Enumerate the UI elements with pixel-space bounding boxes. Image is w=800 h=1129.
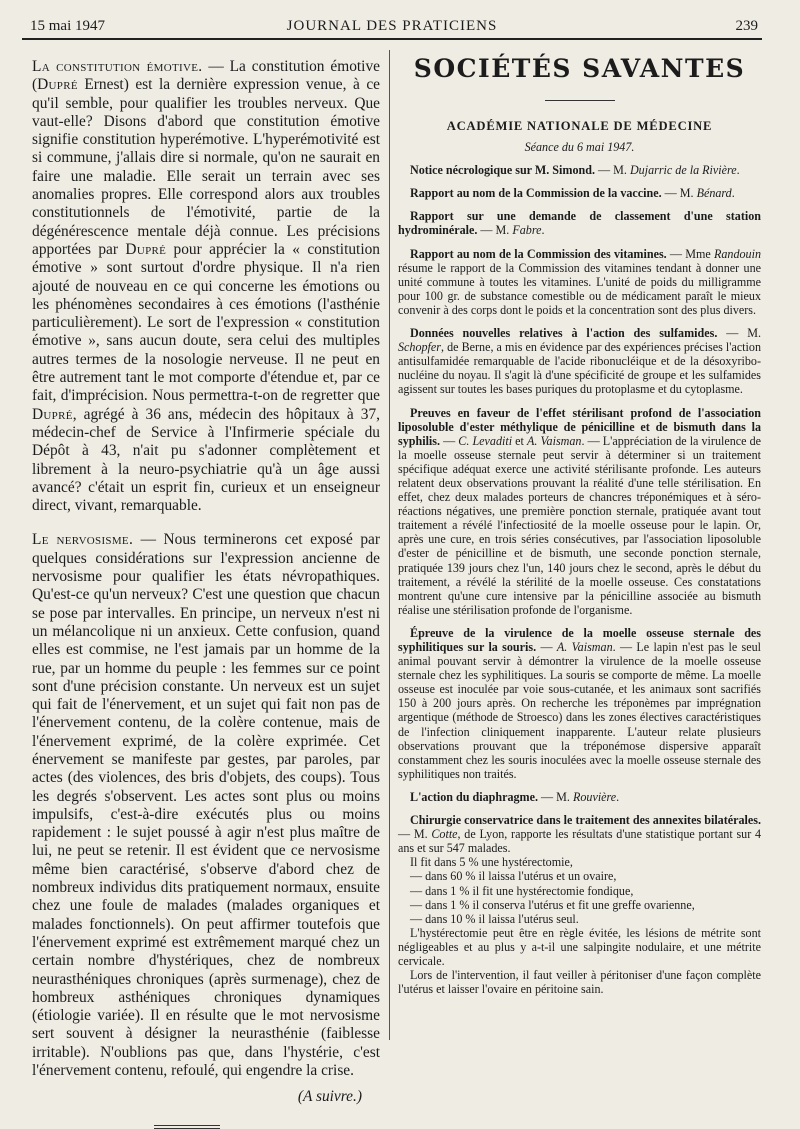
journal-title: JOURNAL DES PRATICIENS xyxy=(286,18,498,34)
item-title: Épreuve de la virulence de la moelle osseuse sternale des syphilitiques sur la souris. xyxy=(398,625,761,654)
speaker-name: Rouvière xyxy=(572,789,617,804)
speaker-name: Dujarric de la Rivière xyxy=(629,163,737,178)
text-run: — xyxy=(440,433,459,448)
text-run: — La constitution émotive ( xyxy=(32,58,380,94)
text-run: Ernest) est la dernière expression venue, à ce qu'il semble, pour qualifier les troubles nerveux. Que vaut-elle? Disons d'abord que constitution émotive signifie constitution hyperémotive. L'hyperémotivité est si commune, j'allais dire si normale, qu'on ne saurait en faire une maladie. Elle serait un terrain avec ses anomalies propres. Elle correspond alors aux troubles constitutionnels de l'émotivité, partie de la dégénérescence mentale déjà connue. Les précisions apportées par xyxy=(32,76,380,258)
paragraph-constitution-emotive xyxy=(32,58,380,515)
report-item xyxy=(398,209,761,237)
speaker-name: C. Levaditi xyxy=(458,433,513,448)
item-title: Rapport au nom de la Commission de la vaccine. xyxy=(410,186,662,201)
list-item: Il fit dans 5 % une hystérectomie, xyxy=(410,855,573,870)
text-run: . xyxy=(731,186,735,201)
paragraph: L'hystérectomie peut être en règle évitée, les lésions de métrite sont négligeables et au plus y a-t-il une salpingite nodulaire, et une métrite cervicale. xyxy=(398,925,761,968)
masthead-rule xyxy=(545,100,615,101)
section-heading: La constitution émotive. xyxy=(32,58,203,75)
list-item: — dans 60 % il laissa l'utérus et un ovaire, xyxy=(410,869,617,884)
report-item xyxy=(398,790,761,804)
report-item xyxy=(398,326,761,396)
text-run: — xyxy=(536,640,557,654)
speaker-name: Schopfer xyxy=(398,340,441,355)
item-title: Preuves en faveur de l'effet stérilisant profond de l'association liposoluble d'ester méthylique de pénicilline et de bismuth dans la syphilis. xyxy=(398,405,761,448)
text-run: résume le rapport de la Commission des vitamines tendant à donner une unité commune à toutes les vitamines. L'unité de poids du milligramme pour 100 gr. de substance comestible ou de médicament paraît le mieux convenir à des corps dont le poids et la concentration sont des plus divers. xyxy=(398,260,761,317)
text-run: . xyxy=(541,223,545,238)
report-item xyxy=(398,626,761,781)
paragraph-nervosisme xyxy=(32,531,380,1080)
to-be-continued: (A suivre.) xyxy=(297,1088,362,1106)
report-item xyxy=(398,813,761,855)
text-run: — M. xyxy=(398,827,432,842)
text-run: , de Lyon, rapporte les résultats d'une statistique portant sur 4 ans et sur 547 malades. xyxy=(398,827,762,856)
item-title: Chirurgie conservatrice dans le traitement des annexites bilatérales. xyxy=(410,813,761,828)
item-title: Rapport sur une demande de classement d'une station hydrominérale. xyxy=(398,209,761,238)
report-item xyxy=(398,247,761,317)
left-column-article xyxy=(32,58,380,1129)
text-run: — M. xyxy=(661,186,697,201)
page-number: 239 xyxy=(735,18,758,34)
text-run: — M. xyxy=(717,326,761,341)
speaker-name: Randouin xyxy=(713,246,761,261)
text-run: — M. xyxy=(477,223,513,238)
report-item xyxy=(398,163,761,177)
list-item: — dans 1 % il conserva l'utérus et fit une greffe ovarienne, xyxy=(410,897,695,912)
running-header xyxy=(22,14,762,40)
item-title: L'action du diaphragme. xyxy=(410,789,539,804)
text-run: . — Le lapin n'est pas le seul animal pouvant servir à démontrer la virulence de la moelle osseuse sternale chez les syphilitiques. La souris se comporte de même. La moelle osseuse est inoculée par voie sous-cutanée, et les animaux sont sacrifiés 150 à 200 jours après. On recherche les tréponèmes par imprégnation argentique (méthode de Stroesco) dans les zones électives caractéristiques de l'infection cliniquement inapparente. L'auteur relate plusieurs observations prouvant que la tréponémose dispersive apparaît constamment chez les souris inoculées avec la moelle osseuse sternale des syphilitiques non traités. xyxy=(398,640,761,781)
author-name: Dupré xyxy=(32,405,73,423)
section-masthead: SOCIÉTÉS SAVANTES xyxy=(413,54,746,83)
item-title: Données nouvelles relatives à l'action des sulfamides. xyxy=(410,326,718,341)
text-run: — Nous terminerons cet exposé par quelques considérations sur l'expression ancienne de nervosisme pour qualifier les états névropathiques. Qu'est-ce qu'un nerveux? C'est une question que chacun se pose par intervalles. En principe, un nerveux n'est ni un mélancolique ni un anxieux. Cette confusion, quand elles est commise, ne l'est jamais par un homme de la rue, par un homme du peuple : les femmes sur ce point sont d'une précision constante. Un nerveux est un sujet qui fait de l'énervement, et un sujet qui fait non pas de l'énervement contenu, de la colère contenue, mais de l'énervement exprimé, de la colère exprimée. Cet énervement se manifeste par gestes, par paroles, par actes (des violences, des bris d'objets, des coups). Tous les degrés s'observent. Les actes sont plus ou moins impulsifs, c'est-à-dire exécutés plus ou moins rapidement : le sujet poussé à agir n'est plus maître de lui, ne peut se retenir. Il est évident que ce nervosisme même bien caractérisé, s'observe d'abord chez de nombreux individus dits pratiquement normaux, ensuite chez une foule de malades (malades organiques et malades fonctionnels). On peut affirmer toutefois que l'énervement exprimé est extrêmement marqué chez un certain nombre d'hystériques, chez de nombreux neurasthéniques chroniques (après surmenage), chez de hombreux asthéniques chroniques dynamiques (étiologie variée). Il en résulte que le mot nervosisme sert souvent à désigner la neurasthénie (faiblesse irritable). N'oublions pas que, dans l'hystérie, c'est l'énervement contenu, refoulé, qui engendre la crise. xyxy=(32,531,381,1080)
academy-heading: ACADÉMIE NATIONALE DE MÉDECINE xyxy=(446,119,713,133)
speaker-name: Bénard xyxy=(696,186,732,201)
column-divider xyxy=(389,50,390,1040)
author-name: Dupré xyxy=(125,240,167,258)
text-run: . xyxy=(616,789,620,804)
item-title: Notice nécrologique sur M. Simond. xyxy=(410,163,595,178)
speaker-name: A. Vaisman xyxy=(527,433,582,448)
paragraph: Lors de l'intervention, il faut veiller à péritoniser d'une façon complète l'utérus et laisser l'ovaire en péritoine sain. xyxy=(398,968,761,997)
text-run: . — L'appréciation de la virulence de la moelle osseuse sternale peut servir à déterminer si un traitement spécifique adéquat exerce une activité stérilisante profonde. Les auteurs relatent deux observations prouvant la réalité d'une telle stérilisation. En effet, chez deux malades porteurs de chancres tréponémiques et à séro-réactions négatives, une première ponction sternale, pratiquée avant tout traitement a révélé l'infectiosité de la moelle osseuse pour le lapin. Or, après une cure, en trois séries consécutives, par l'association liposoluble d'ester de pénicilline et de bismuth, une seconde ponction sternale, pratiquée 139 jours chez l'un, 140 jours chez le second, après le début du traitement, a révélé la stérilité de la moelle osseuse. Ces constatations montrent qu'une cure intensive par la pénicilline associée au bismuth réalise une stérilisation profonde de l'organisme. xyxy=(398,433,761,617)
item-title: Rapport au nom de la Commission des vitamines. xyxy=(410,246,667,261)
text-run: — M. xyxy=(538,789,573,804)
author-name: Dupré xyxy=(37,76,78,94)
text-run: et xyxy=(512,433,527,448)
text-run: . xyxy=(736,163,740,178)
right-column-societes xyxy=(398,54,762,997)
speaker-name: Cotte xyxy=(431,827,458,842)
text-run: — M. xyxy=(595,163,630,178)
list-item: — dans 10 % il laissa l'utérus seul. xyxy=(410,911,579,926)
issue-date: 15 mai 1947 xyxy=(30,18,105,34)
session-date: Séance du 6 mai 1947. xyxy=(524,140,635,155)
text-run: pour apprécier la « constitution émotive » sont surtout d'ordre physique. Il n'a rien ajouté de nouveau en ce qui concerne les émotions ou les phénomènes secondaires à ces émotions (l'asthénie particulièrement). Le sort de l'expression « constitution émotive », sans aucun doute, sera celui des multiples autres termes de la nosologie nerveuse. Il ne peut en être autrement tant le mot comporte d'étendue et, par ce fait, d'imprécision. Nous permettra-t-on de regretter que xyxy=(32,240,381,405)
report-item xyxy=(398,406,761,617)
text-run: — Mme xyxy=(666,246,714,261)
end-rule xyxy=(154,1125,220,1129)
speaker-name: Fabre xyxy=(512,223,542,238)
speaker-name: A. Vaisman xyxy=(556,640,613,654)
section-heading: Le nervosisme. xyxy=(32,531,134,549)
report-item xyxy=(398,186,761,200)
text-run: , agrégé à 36 ans, médecin des hôpitaux à 37, médecin-chef de Service à l'Infirmerie spéciale du Dépôt à 43, n'ait pu s'adonner complètement et librement à la neuro-psychiatrie qu'à un âge aussi avancé? c'était un esprit fin, curieux et un enseigneur direct, vivant, remarquable. xyxy=(32,405,380,515)
text-run: , de Berne, a mis en évidence par des expériences précises l'action antisulfamidée remarquable de l'acide ribonucléique et de la désoxyribo-nucléine du noyau. Il s'agit là d'une spécificité de groupe et les sulfamides agissent sur toutes les bases puriques du protoplasme et du cytoplasme. xyxy=(398,340,761,397)
list-item: — dans 1 % il fit une hystérectomie fondique, xyxy=(410,883,634,898)
